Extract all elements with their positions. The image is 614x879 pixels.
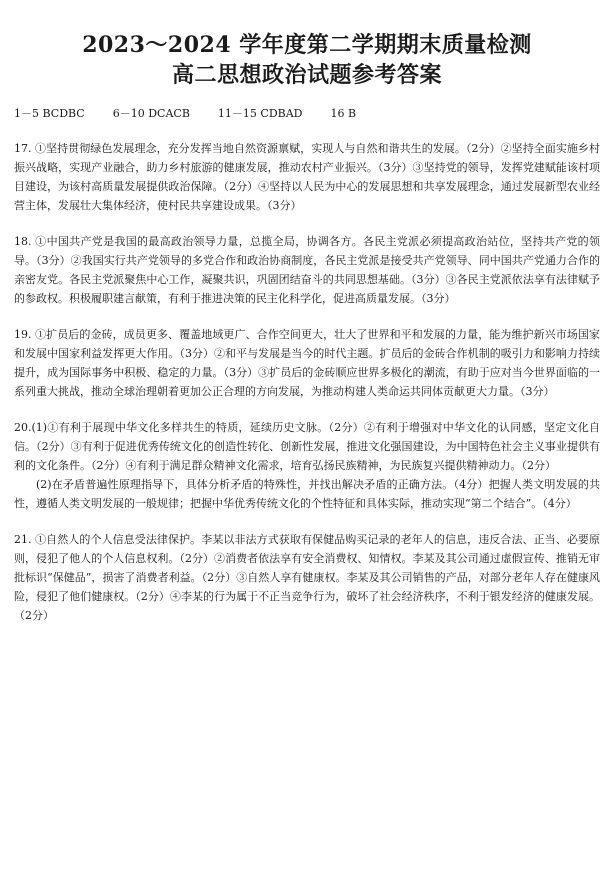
- mc-answer-group: 11－15 CDBAD: [217, 107, 303, 120]
- mc-answer-group: 1－5 BCDBC: [14, 107, 85, 120]
- question-17-answer: [14, 139, 600, 215]
- answer-text: 17. ①坚持贯彻绿色发展理念，充分发挥当地自然资源禀赋，实现人与自然和谐共生的发展。（2分）②坚持全面实施乡村振兴战略，实现产业融合，助力乡村旅游的健康发展，推动农村产业振兴。（3分）③坚持党的领导，发挥党建赋能该村项目建设，为该村高质量发展提供政治保障。（2分）④坚持以人民为中心的发展思想和共享发展理念，通过发展新型农业经营主体，发展壮大集体经济，使村民共享建设成果。（3分）: [14, 142, 600, 212]
- multiple-choice-answers: [14, 106, 600, 122]
- answer-text: 19. ①扩员后的金砖，成员更多、覆盖地域更广、合作空间更大，壮大了世界和平和发展的力量，能为维护新兴市场国家和发展中国家利益发挥更大作用。（3分）②和平与发展是当今的时代主题。扩员后的金砖合作机制的吸引力和影响力持续提升，成为国际事务中积极、稳定的力量。（3分）③扩员后的金砖顺应世界多极化的潮流，有助于应对当今世界面临的一系列重大挑战，推动全球治理朝着更加公正合理的方向发展，为推动构建人类命运共同体贡献更大力量。（3分）: [14, 328, 600, 398]
- mc-answer-group: 6－10 DCACB: [112, 107, 190, 120]
- page-title-line2: 高二思想政治试题参考答案: [171, 62, 442, 88]
- mc-answer-group: 16 B: [330, 107, 357, 120]
- page-title-line1: 2023～2024 学年度第二学期期末质量检测: [82, 32, 532, 58]
- answer-text-part1: 20.(1)①有利于展现中华文化多样共生的特质，延续历史文脉。（2分）②有利于增强对中华文化的认同感，坚定文化自信。（2分）③有利于促进优秀传统文化的创造性转化、创新性发展，推进文化强国建设，为中国特色社会主义事业提供有利的文化条件。（2分）④有利于满足群众精神文化需求，培育弘扬民族精神，为民族复兴提供精神动力。（2分）: [14, 421, 600, 472]
- question-20-answer: [14, 418, 600, 513]
- answer-text: 21. ①自然人的个人信息受法律保护。李某以非法方式获取有保健品购买记录的老年人的信息，违反合法、正当、必要原则，侵犯了他人的个人信息权利。（2分）②消费者依法享有安全消费权、知情权。李某及其公司通过虚假宣传、推销无审批标识“保健品”，损害了消费者利益。（2分）③自然人享有健康权。李某及其公司销售的产品，对部分老年人存在健康风险，侵犯了他们健康权。（2分）④李某的行为属于不正当竞争行为，破坏了社会经济秩序，不利于银发经济的健康发展。（2分）: [14, 533, 600, 622]
- question-18-answer: [14, 232, 600, 308]
- question-19-answer: [14, 325, 600, 401]
- question-21-answer: [14, 530, 600, 625]
- answer-text: 18. ①中国共产党是我国的最高政治领导力量，总揽全局，协调各方。各民主党派必须提高政治站位，坚持共产党的领导。（3分）②我国实行共产党领导的多党合作和政治协商制度，各民主党派是接受共产党领导、同中国共产党通力合作的亲密友党。各民主党派聚焦中心工作，凝聚共识，巩固团结奋斗的共同思想基础。（3分）③各民主党派依法享有法律赋予的参政权。积极履职建言献策，有利于推进决策的民主化科学化，促进高质量发展。（3分）: [14, 235, 600, 305]
- answer-text-part2: (2)在矛盾普遍性原理指导下，具体分析矛盾的特殊性，并找出解决矛盾的正确方法。（4分）把握人类文明发展的共性，遵循人类文明发展的一般规律；把握中华优秀传统文化的个性特征和具体实际，推动实现“第二个结合”。（4分）: [14, 478, 600, 510]
